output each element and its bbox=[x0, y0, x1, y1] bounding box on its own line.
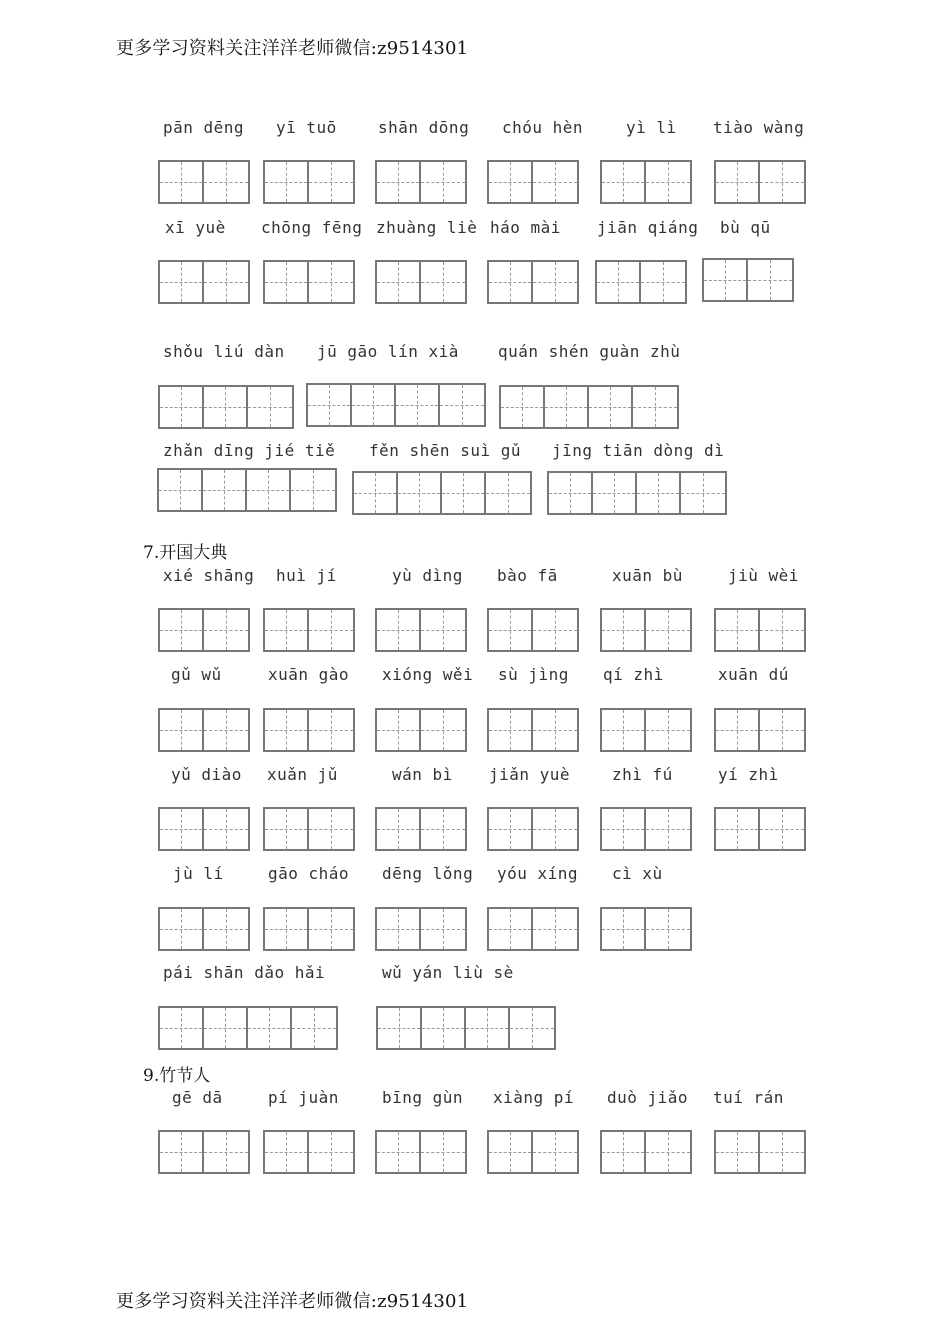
grid-cell[interactable] bbox=[377, 162, 421, 202]
pinyin-label: huì jí bbox=[276, 566, 337, 585]
grid-cell[interactable] bbox=[489, 610, 533, 650]
grid-cell[interactable] bbox=[533, 1132, 577, 1172]
grid-cell[interactable] bbox=[421, 1132, 465, 1172]
writing-grid[interactable] bbox=[375, 160, 467, 204]
grid-cell[interactable] bbox=[442, 473, 486, 513]
writing-grid[interactable] bbox=[595, 260, 687, 304]
grid-cell[interactable] bbox=[204, 1132, 248, 1172]
writing-grid[interactable] bbox=[714, 708, 806, 752]
grid-cell[interactable] bbox=[309, 610, 353, 650]
pinyin-label: jù lí bbox=[173, 864, 224, 883]
pinyin-label: zhuàng liè bbox=[376, 218, 478, 237]
grid-cell[interactable] bbox=[501, 387, 545, 427]
grid-cell[interactable] bbox=[204, 710, 248, 750]
grid-cell[interactable] bbox=[602, 710, 646, 750]
grid-cell[interactable] bbox=[248, 387, 292, 427]
grid-cell[interactable] bbox=[421, 610, 465, 650]
pinyin-label: bào fā bbox=[497, 566, 558, 585]
grid-cell[interactable] bbox=[533, 710, 577, 750]
writing-grid[interactable] bbox=[157, 468, 337, 512]
pinyin-label: gē dā bbox=[172, 1088, 223, 1107]
grid-cell[interactable] bbox=[421, 262, 465, 302]
grid-cell[interactable] bbox=[489, 1132, 533, 1172]
writing-grid[interactable] bbox=[600, 608, 692, 652]
grid-cell[interactable] bbox=[646, 809, 690, 849]
grid-cell[interactable] bbox=[309, 1132, 353, 1172]
writing-grid[interactable] bbox=[487, 807, 579, 851]
writing-grid[interactable] bbox=[263, 160, 355, 204]
pinyin-label: jiù wèi bbox=[728, 566, 799, 585]
grid-cell[interactable] bbox=[247, 470, 291, 510]
grid-cell[interactable] bbox=[646, 1132, 690, 1172]
writing-grid[interactable] bbox=[375, 907, 467, 951]
pinyin-label: pái shān dǎo hǎi bbox=[163, 963, 326, 982]
writing-grid[interactable] bbox=[158, 907, 250, 951]
writing-grid[interactable] bbox=[263, 608, 355, 652]
grid-cell[interactable] bbox=[489, 262, 533, 302]
grid-cell[interactable] bbox=[160, 162, 204, 202]
grid-cell[interactable] bbox=[204, 610, 248, 650]
grid-cell[interactable] bbox=[377, 262, 421, 302]
pinyin-label: qí zhì bbox=[603, 665, 664, 684]
pinyin-label: jīng tiān dòng dì bbox=[552, 441, 725, 460]
writing-grid[interactable] bbox=[600, 160, 692, 204]
pinyin-label: bīng gùn bbox=[382, 1088, 464, 1107]
grid-cell[interactable] bbox=[422, 1008, 466, 1048]
grid-cell[interactable] bbox=[309, 262, 353, 302]
pinyin-label: gǔ wǔ bbox=[171, 665, 222, 684]
grid-cell[interactable] bbox=[602, 162, 646, 202]
pinyin-label: quán shén guàn zhù bbox=[498, 342, 681, 361]
pinyin-label: fěn shēn suì gǔ bbox=[369, 441, 521, 460]
pinyin-label: wǔ yán liù sè bbox=[382, 963, 514, 982]
writing-grid[interactable] bbox=[376, 1006, 556, 1050]
grid-cell[interactable] bbox=[265, 162, 309, 202]
writing-grid[interactable] bbox=[158, 807, 250, 851]
grid-cell[interactable] bbox=[489, 162, 533, 202]
grid-cell[interactable] bbox=[593, 473, 637, 513]
writing-grid[interactable] bbox=[499, 385, 679, 429]
grid-cell[interactable] bbox=[589, 387, 633, 427]
writing-grid[interactable] bbox=[547, 471, 727, 515]
grid-cell[interactable] bbox=[533, 610, 577, 650]
pinyin-label: xī yuè bbox=[165, 218, 226, 237]
writing-grid[interactable] bbox=[158, 1006, 338, 1050]
grid-cell[interactable] bbox=[160, 610, 204, 650]
grid-cell[interactable] bbox=[265, 909, 309, 949]
writing-grid[interactable] bbox=[600, 708, 692, 752]
pinyin-label: tiào wàng bbox=[713, 118, 805, 137]
grid-cell[interactable] bbox=[760, 710, 804, 750]
header-note: 更多学习资料关注洋洋老师微信:z9514301 bbox=[116, 38, 469, 59]
writing-grid[interactable] bbox=[263, 708, 355, 752]
writing-grid[interactable] bbox=[714, 160, 806, 204]
writing-grid[interactable] bbox=[375, 260, 467, 304]
grid-cell[interactable] bbox=[716, 809, 760, 849]
pinyin-label: zhì fú bbox=[612, 765, 673, 784]
pinyin-label: pān dēng bbox=[163, 118, 245, 137]
grid-cell[interactable] bbox=[377, 610, 421, 650]
grid-cell[interactable] bbox=[716, 710, 760, 750]
writing-grid[interactable] bbox=[263, 807, 355, 851]
grid-cell[interactable] bbox=[203, 470, 247, 510]
writing-grid[interactable] bbox=[487, 708, 579, 752]
grid-cell[interactable] bbox=[377, 710, 421, 750]
grid-cell[interactable] bbox=[377, 909, 421, 949]
pinyin-label: jiān qiáng bbox=[597, 218, 699, 237]
pinyin-label: pí juàn bbox=[268, 1088, 339, 1107]
footer-note: 更多学习资料关注洋洋老师微信:z9514301 bbox=[116, 1291, 469, 1312]
grid-cell[interactable] bbox=[204, 262, 248, 302]
pinyin-label: xuǎn jǔ bbox=[267, 765, 338, 784]
grid-cell[interactable] bbox=[602, 809, 646, 849]
pinyin-label: gāo cháo bbox=[268, 864, 350, 883]
writing-grid[interactable] bbox=[158, 1130, 250, 1174]
pinyin-label: wán bì bbox=[392, 765, 453, 784]
writing-grid[interactable] bbox=[487, 1130, 579, 1174]
grid-cell[interactable] bbox=[533, 909, 577, 949]
grid-cell[interactable] bbox=[760, 1132, 804, 1172]
grid-cell[interactable] bbox=[160, 1132, 204, 1172]
grid-cell[interactable] bbox=[545, 387, 589, 427]
grid-cell[interactable] bbox=[633, 387, 677, 427]
grid-cell[interactable] bbox=[597, 262, 641, 302]
writing-grid[interactable] bbox=[714, 608, 806, 652]
grid-cell[interactable] bbox=[204, 1008, 248, 1048]
grid-cell[interactable] bbox=[760, 162, 804, 202]
grid-cell[interactable] bbox=[160, 710, 204, 750]
grid-cell[interactable] bbox=[354, 473, 398, 513]
pinyin-label: bù qū bbox=[720, 218, 771, 237]
pinyin-label: yì lì bbox=[626, 118, 677, 137]
writing-grid[interactable] bbox=[600, 907, 692, 951]
grid-cell[interactable] bbox=[160, 387, 204, 427]
grid-cell[interactable] bbox=[421, 909, 465, 949]
grid-cell[interactable] bbox=[646, 909, 690, 949]
grid-cell[interactable] bbox=[510, 1008, 554, 1048]
writing-grid[interactable] bbox=[487, 608, 579, 652]
grid-cell[interactable] bbox=[308, 385, 352, 425]
grid-cell[interactable] bbox=[489, 909, 533, 949]
writing-grid[interactable] bbox=[375, 608, 467, 652]
pinyin-label: jiǎn yuè bbox=[489, 765, 571, 784]
grid-cell[interactable] bbox=[421, 710, 465, 750]
writing-grid[interactable] bbox=[158, 708, 250, 752]
grid-cell[interactable] bbox=[204, 809, 248, 849]
grid-cell[interactable] bbox=[352, 385, 396, 425]
grid-cell[interactable] bbox=[646, 710, 690, 750]
grid-cell[interactable] bbox=[265, 710, 309, 750]
pinyin-label: cì xù bbox=[612, 864, 663, 883]
grid-cell[interactable] bbox=[421, 162, 465, 202]
writing-grid[interactable] bbox=[702, 258, 794, 302]
grid-cell[interactable] bbox=[265, 262, 309, 302]
grid-cell[interactable] bbox=[681, 473, 725, 513]
grid-cell[interactable] bbox=[602, 1132, 646, 1172]
grid-cell[interactable] bbox=[602, 610, 646, 650]
grid-cell[interactable] bbox=[533, 162, 577, 202]
grid-cell[interactable] bbox=[398, 473, 442, 513]
writing-grid[interactable] bbox=[714, 1130, 806, 1174]
writing-grid[interactable] bbox=[306, 383, 486, 427]
pinyin-label: dēng lǒng bbox=[382, 864, 474, 883]
grid-cell[interactable] bbox=[291, 470, 335, 510]
grid-cell[interactable] bbox=[265, 809, 309, 849]
pinyin-label: yǔ diào bbox=[171, 765, 242, 784]
writing-grid[interactable] bbox=[263, 260, 355, 304]
grid-cell[interactable] bbox=[204, 162, 248, 202]
grid-cell[interactable] bbox=[159, 470, 203, 510]
writing-grid[interactable] bbox=[352, 471, 532, 515]
pinyin-label: yí zhì bbox=[718, 765, 779, 784]
grid-cell[interactable] bbox=[641, 262, 685, 302]
pinyin-label: xióng wěi bbox=[382, 665, 474, 684]
grid-cell[interactable] bbox=[716, 1132, 760, 1172]
grid-cell[interactable] bbox=[377, 1132, 421, 1172]
grid-cell[interactable] bbox=[378, 1008, 422, 1048]
grid-cell[interactable] bbox=[160, 809, 204, 849]
pinyin-label: xuān gào bbox=[268, 665, 350, 684]
writing-grid[interactable] bbox=[158, 385, 294, 429]
grid-cell[interactable] bbox=[716, 610, 760, 650]
grid-cell[interactable] bbox=[160, 1008, 204, 1048]
writing-grid[interactable] bbox=[487, 160, 579, 204]
writing-grid[interactable] bbox=[158, 160, 250, 204]
pinyin-label: chóu hèn bbox=[502, 118, 584, 137]
pinyin-label: sù jìng bbox=[498, 665, 569, 684]
grid-cell[interactable] bbox=[309, 162, 353, 202]
pinyin-label: xié shāng bbox=[163, 566, 255, 585]
pinyin-label: jū gāo lín xià bbox=[317, 342, 459, 361]
pinyin-label: xuān dú bbox=[718, 665, 789, 684]
pinyin-label: shǒu liú dàn bbox=[163, 342, 285, 361]
grid-cell[interactable] bbox=[486, 473, 530, 513]
writing-grid[interactable] bbox=[158, 260, 250, 304]
writing-grid[interactable] bbox=[375, 708, 467, 752]
grid-cell[interactable] bbox=[396, 385, 440, 425]
writing-grid[interactable] bbox=[375, 807, 467, 851]
pinyin-label: zhǎn dīng jié tiě bbox=[163, 441, 336, 460]
writing-grid[interactable] bbox=[263, 1130, 355, 1174]
grid-cell[interactable] bbox=[421, 809, 465, 849]
grid-cell[interactable] bbox=[377, 809, 421, 849]
grid-cell[interactable] bbox=[309, 710, 353, 750]
grid-cell[interactable] bbox=[748, 260, 792, 300]
grid-cell[interactable] bbox=[204, 909, 248, 949]
section-title: 9.竹节人 bbox=[143, 1066, 211, 1086]
pinyin-label: tuí rán bbox=[713, 1088, 784, 1107]
pinyin-label: xuān bù bbox=[612, 566, 683, 585]
grid-cell[interactable] bbox=[292, 1008, 336, 1048]
pinyin-label: yóu xíng bbox=[497, 864, 579, 883]
pinyin-label: shān dōng bbox=[378, 118, 470, 137]
grid-cell[interactable] bbox=[760, 809, 804, 849]
writing-grid[interactable] bbox=[263, 907, 355, 951]
grid-cell[interactable] bbox=[760, 610, 804, 650]
writing-grid[interactable] bbox=[158, 608, 250, 652]
pinyin-label: yī tuō bbox=[276, 118, 337, 137]
grid-cell[interactable] bbox=[440, 385, 484, 425]
grid-cell[interactable] bbox=[160, 262, 204, 302]
pinyin-label: yù dìng bbox=[392, 566, 463, 585]
writing-grid[interactable] bbox=[487, 260, 579, 304]
grid-cell[interactable] bbox=[489, 710, 533, 750]
grid-cell[interactable] bbox=[489, 809, 533, 849]
grid-cell[interactable] bbox=[549, 473, 593, 513]
grid-cell[interactable] bbox=[704, 260, 748, 300]
grid-cell[interactable] bbox=[309, 909, 353, 949]
writing-grid[interactable] bbox=[600, 1130, 692, 1174]
grid-cell[interactable] bbox=[646, 610, 690, 650]
grid-cell[interactable] bbox=[716, 162, 760, 202]
grid-cell[interactable] bbox=[265, 610, 309, 650]
grid-cell[interactable] bbox=[466, 1008, 510, 1048]
pinyin-label: xiàng pí bbox=[493, 1088, 575, 1107]
writing-grid[interactable] bbox=[600, 807, 692, 851]
pinyin-label: chōng fēng bbox=[261, 218, 363, 237]
writing-grid[interactable] bbox=[375, 1130, 467, 1174]
grid-cell[interactable] bbox=[309, 809, 353, 849]
grid-cell[interactable] bbox=[646, 162, 690, 202]
grid-cell[interactable] bbox=[602, 909, 646, 949]
grid-cell[interactable] bbox=[248, 1008, 292, 1048]
grid-cell[interactable] bbox=[533, 809, 577, 849]
pinyin-label: háo mài bbox=[490, 218, 561, 237]
grid-cell[interactable] bbox=[637, 473, 681, 513]
writing-grid[interactable] bbox=[714, 807, 806, 851]
grid-cell[interactable] bbox=[204, 387, 248, 427]
grid-cell[interactable] bbox=[533, 262, 577, 302]
grid-cell[interactable] bbox=[265, 1132, 309, 1172]
writing-grid[interactable] bbox=[487, 907, 579, 951]
grid-cell[interactable] bbox=[160, 909, 204, 949]
section-title: 7.开国大典 bbox=[143, 543, 228, 563]
pinyin-label: duò jiǎo bbox=[607, 1088, 689, 1107]
